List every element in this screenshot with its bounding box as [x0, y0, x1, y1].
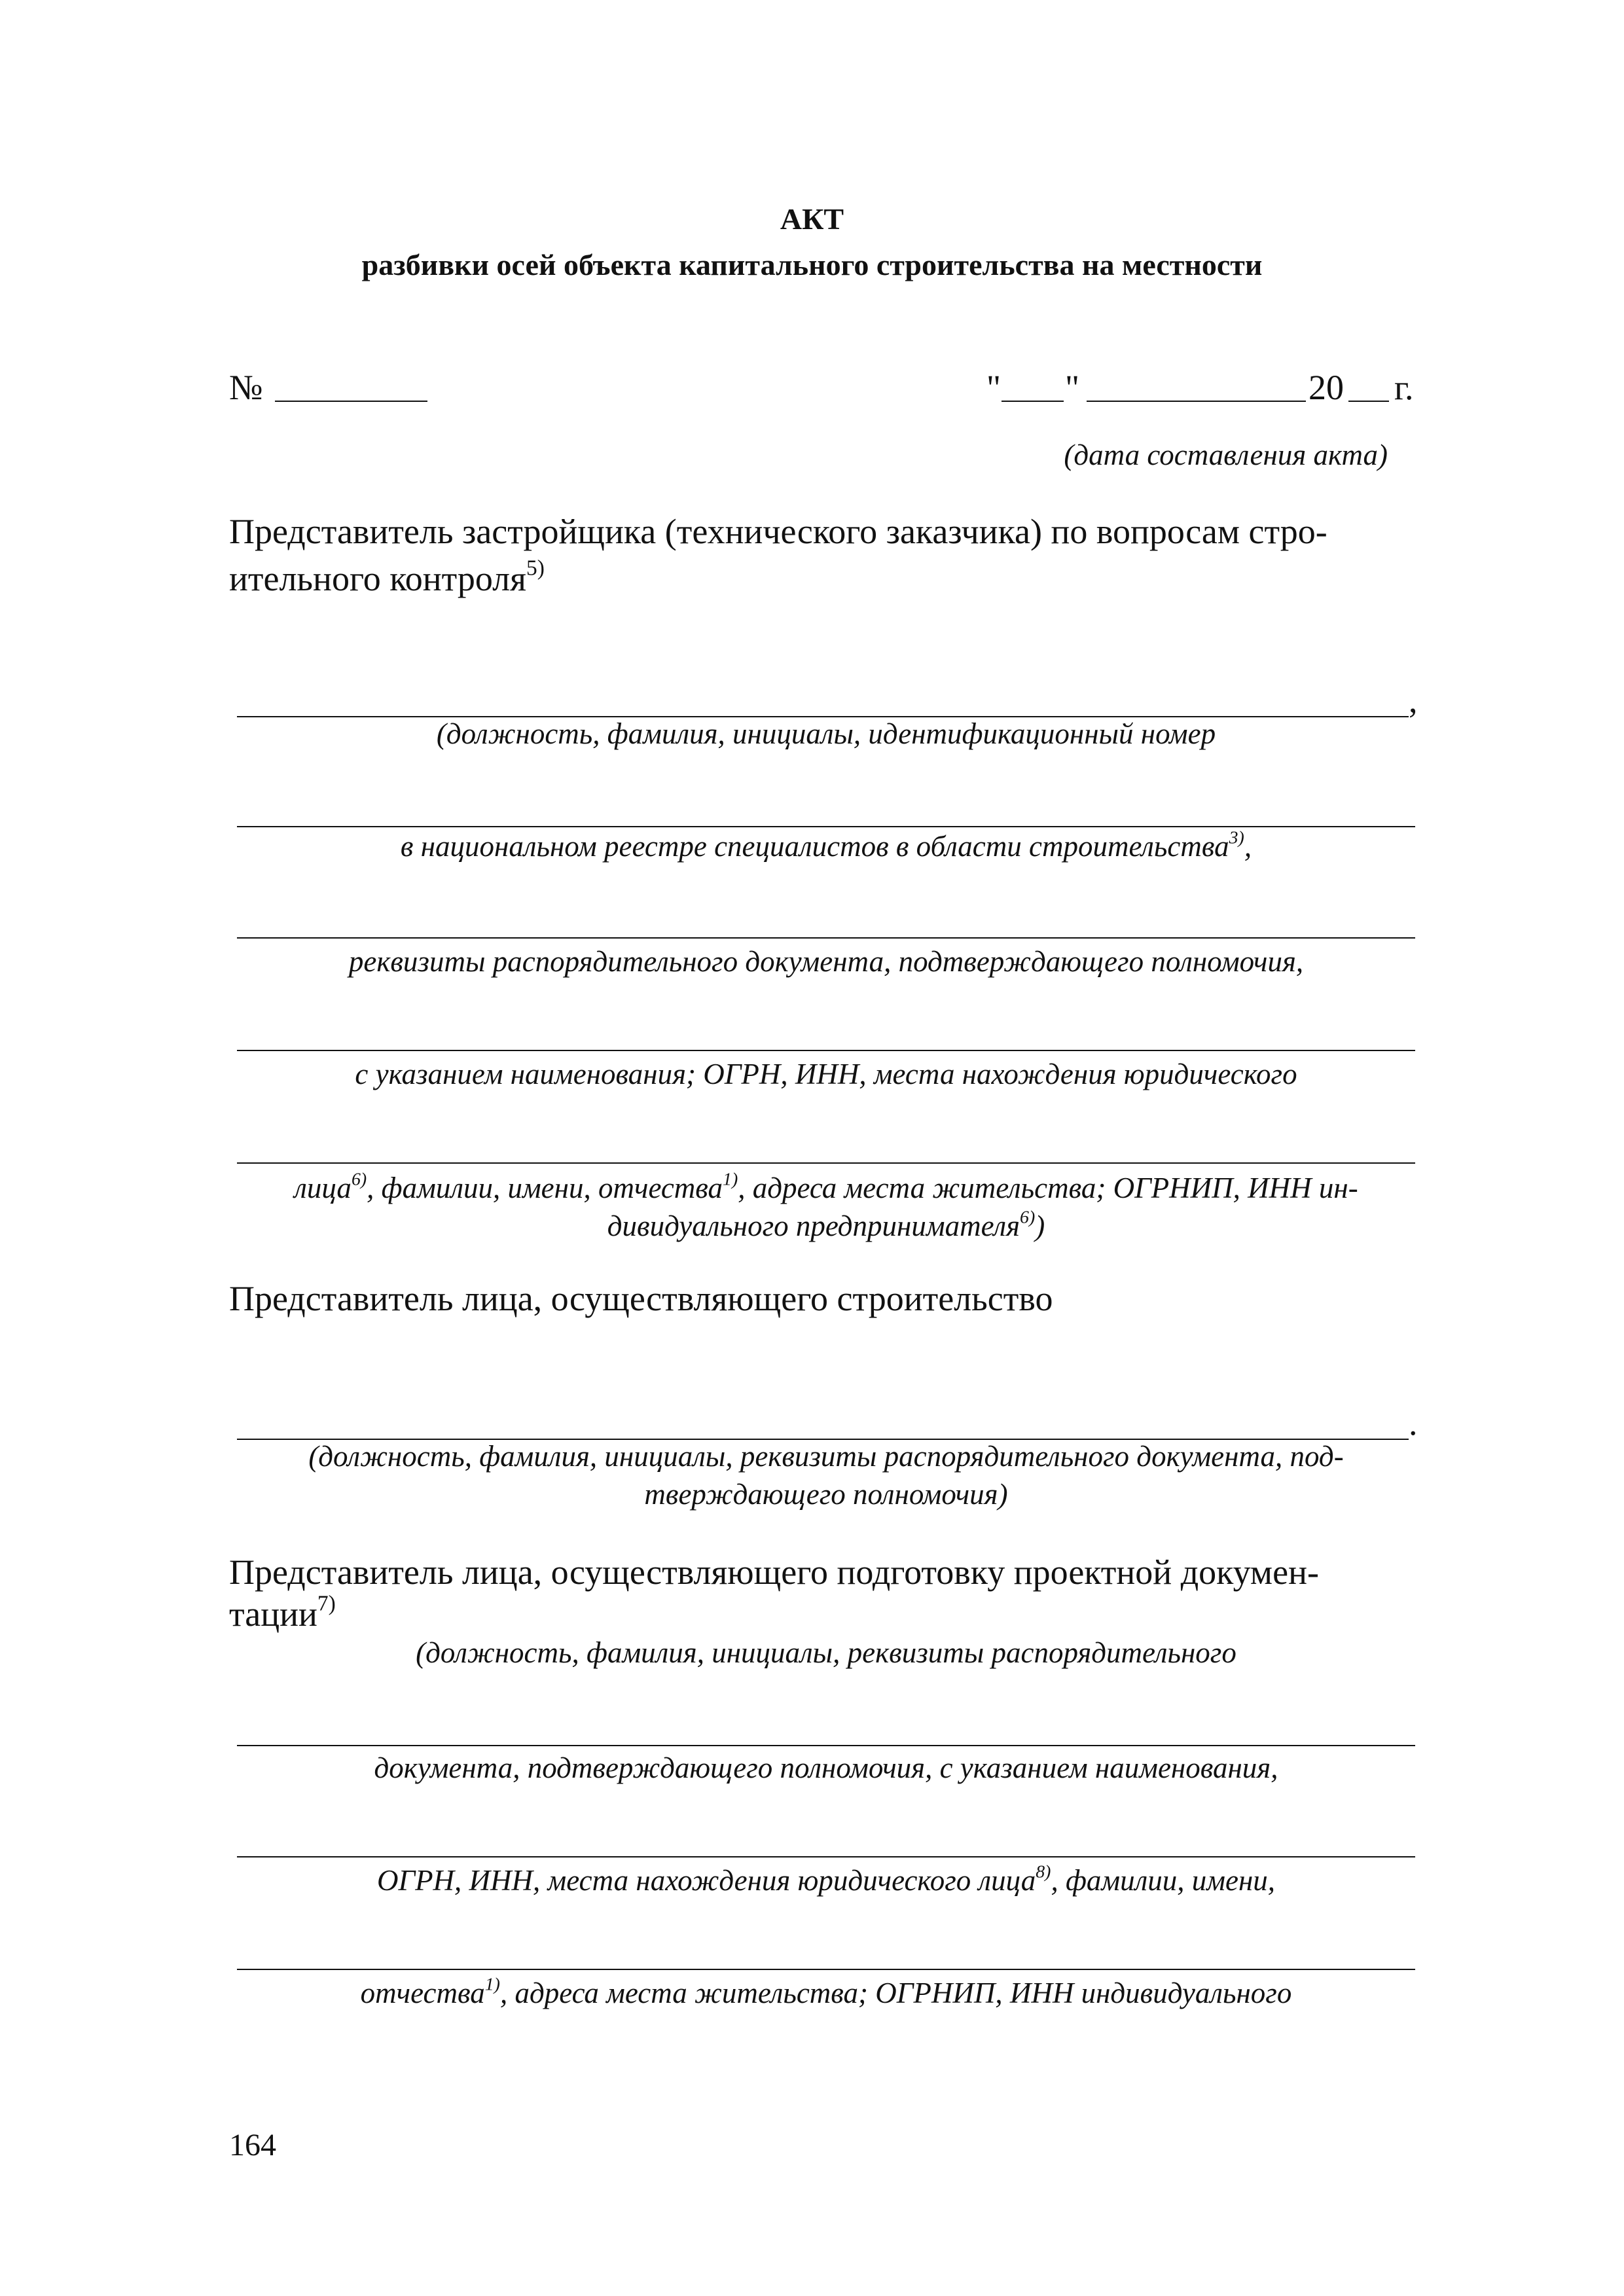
section3-caption-3: ОГРН, ИНН, места нахождения юридического лица$^{8)}$, фамилии, имени,	[376, 1861, 1276, 1897]
section1-comma: ,	[1409, 681, 1418, 720]
act-number-field[interactable]	[275, 401, 427, 402]
document-subtitle: разбивки осей объекта капитального строительства на местности	[361, 248, 1263, 281]
section2-heading: Представитель лица, осуществляющего строительство	[229, 1279, 1053, 1318]
section1-field-5[interactable]	[237, 1162, 1415, 1164]
section3-heading-line1: Представитель лица, осуществляющего подготовку проектной докумен-	[229, 1552, 1319, 1592]
page-number: 164	[229, 2128, 276, 2162]
section1-caption-1: (должность, фамилия, инициалы, идентификационный номер	[436, 717, 1216, 750]
section1-caption-4: с указанием наименования; ОГРН, ИНН, места нахождения юридического	[355, 1058, 1297, 1090]
section3-field-2[interactable]	[237, 1856, 1415, 1857]
section1-field-4[interactable]	[237, 1050, 1415, 1051]
document-title: АКТ	[780, 202, 844, 236]
section3-caption-4: отчества$^{1)}$, адреса места жительства; ОГРНИП, ИНН индивидуального	[360, 1974, 1292, 2009]
act-number-label: №	[229, 368, 263, 407]
date-year-field[interactable]	[1348, 401, 1389, 402]
footnote-ref: 7)	[317, 1591, 336, 1616]
section3-heading	[229, 1549, 1420, 1632]
date-month-field[interactable]	[1087, 401, 1306, 402]
date-caption: (дата составления акта)	[1064, 439, 1388, 471]
date-quote-open: "	[986, 368, 1001, 407]
section1-caption-2: в национальном реестре специалистов в области строительства$^{3)}$,	[400, 827, 1252, 863]
section2-caption: (должность, фамилия, инициалы, реквизиты распорядительного документа, под- тверждающего полномочия)	[308, 1440, 1344, 1511]
section1-caption-5: лица$^{6)}$, фамилии, имени, отчества$^{1)}$, адреса места жительства; ОГРНИП, ИНН ин- дивидуального предпринимателя$^{6)}$)	[294, 1169, 1358, 1242]
section1-heading-line2: ительного контроля$^{5)}$	[229, 556, 545, 598]
section1-field-3[interactable]	[237, 937, 1415, 939]
section1-heading	[229, 508, 1420, 602]
section1-heading-line1: Представитель застройщика (технического заказчика) по вопросам стро-	[229, 512, 1327, 551]
section3-caption-1: (должность, фамилия, инициалы, реквизиты распорядительного	[416, 1636, 1236, 1669]
section3-caption-2: документа, подтверждающего полномочия, с указанием наименования,	[374, 1751, 1278, 1784]
section3-field-3[interactable]	[237, 1969, 1415, 1970]
section3-heading-line2: тации$^{7)}$	[229, 1591, 336, 1634]
section2-dot: .	[1409, 1403, 1418, 1443]
footnote-ref: 5)	[526, 556, 545, 581]
date-quote-close: "	[1065, 368, 1080, 407]
date-year-prefix: 20	[1308, 368, 1344, 407]
section1-caption-3: реквизиты распорядительного документа, подтверждающего полномочия,	[348, 945, 1304, 978]
date-day-field[interactable]	[1001, 401, 1064, 402]
section3-field-1[interactable]	[237, 1745, 1415, 1746]
date-year-suffix: г.	[1394, 368, 1414, 407]
